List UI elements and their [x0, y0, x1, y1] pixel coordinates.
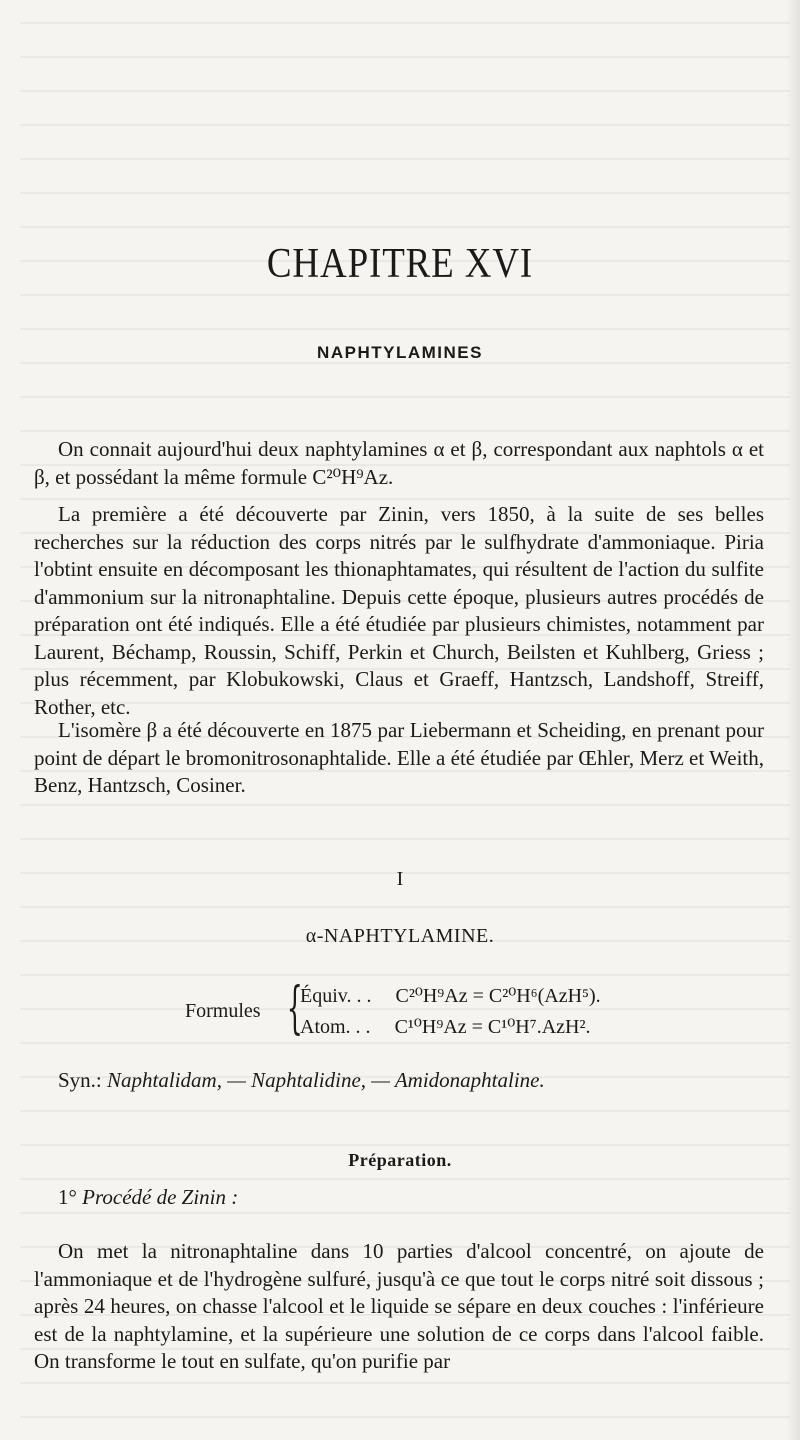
procedure-heading [58, 1185, 238, 1210]
formula-equiv-line [300, 983, 601, 1008]
formula-block [185, 976, 745, 1047]
formula-atom-value: C¹⁰H⁹Az = C¹⁰H⁷.AzH². [394, 1016, 591, 1038]
procedure-label: Procédé de Zinin : [82, 1185, 239, 1209]
compound-heading: α-NAPHTYLAMINE. [305, 925, 495, 947]
section-title: NAPHTYLAMINES [317, 343, 483, 362]
formula-equiv-value: C²⁰H⁹Az = C²⁰H⁶(AzH⁵). [395, 985, 601, 1007]
preparation-heading: Préparation. [348, 1150, 452, 1170]
synonyms-line [58, 1068, 545, 1093]
formula-atom-label: Atom. . . [300, 1016, 371, 1038]
paragraph-intro-2: La première a été découverte par Zinin, vers 1850, à la suite de ses belles recherches sur la réduction des corps nitrés par le sulfhydrate d'ammoniaque. Piria l'obtint ensuite en décomposant les thionaphtamates, qui résultent de l'action du sulfite d'ammonium sur la nitronaphtaline. Depuis cette époque, plusieurs autres procédés de préparation ont été indiqués. Elle a été étudiée par plusieurs chimistes, notamment par Laurent, Béchamp, Roussin, Schiff, Perkin et Church, Beilsten et Kuhlberg, Griess ; plus récemment, par Klobukowski, Claus et Graeff, Hantzsch, Landshoff, Streiff, Rother, etc. [34, 502, 764, 719]
procedure-number: 1° [58, 1185, 77, 1209]
paragraph-intro-3: L'isomère β a été découverte en 1875 par Liebermann et Scheiding, en prenant pour point de départ le bromonitrosonaphtalide. Elle a été étudiée par Œhler, Merz et Weith, Benz, Hantzsch, Cosiner. [34, 718, 764, 797]
chapter-title: CHAPITRE XVI [266, 241, 534, 287]
section-number: I [396, 868, 404, 890]
paragraph-method: On met la nitronaphtaline dans 10 parties d'alcool concentré, on ajoute de l'ammoniaque et de l'hydrogène sulfuré, jusqu'à ce que tout le corps nitré soit dissous ; après 24 heures, on chasse l'alcool et le liquide se sépare en deux couches : l'inférieure est de la naphtylamine, et la supérieure une solution de ce corps dans l'alcool faible. On transforme le tout en sulfate, qu'on purifie par [34, 1239, 764, 1373]
formula-atom-line [300, 1014, 590, 1039]
paragraph-intro-1: On connait aujourd'hui deux naphtylamines α et β, correspondant aux naphtols α et β, et possédant la même formule C²⁰H⁹Az. [34, 437, 764, 489]
formula-brace: { [286, 976, 303, 1041]
formula-label: Formules [185, 1000, 261, 1022]
synonyms-text: Naphtalidam, — Naphtalidine, — Amidonaphtaline. [107, 1068, 545, 1092]
formula-equiv-label: Équiv. . . [300, 985, 372, 1007]
synonyms-prefix: Syn.: [58, 1068, 102, 1092]
page-edge-shadow [786, 0, 800, 1440]
